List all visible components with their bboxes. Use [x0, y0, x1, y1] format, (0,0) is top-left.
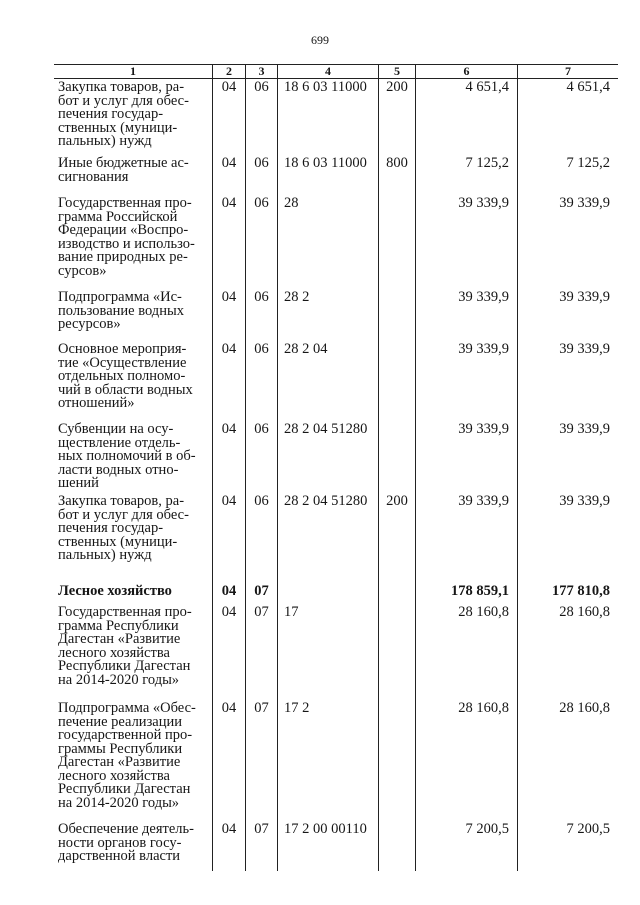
chapter-code: 04 — [213, 155, 246, 195]
expense-type-code: 800 — [379, 155, 416, 195]
row-name — [54, 341, 213, 421]
row-name-line: отдельных полномо- — [58, 368, 186, 384]
row-name-line: лесного хозяйства — [58, 767, 170, 784]
amount-year-2: 39 339,9 — [559, 421, 610, 437]
chapter-code: 04 — [213, 341, 246, 421]
chapter-code: 04 — [213, 421, 246, 493]
chapter-code: 04 — [213, 604, 246, 700]
row-name-line: бот и услуг для обес- — [58, 92, 189, 109]
row-name — [54, 289, 213, 341]
row-name — [54, 421, 213, 493]
target-article-code: 28 2 04 51280 — [278, 493, 379, 579]
amount-year-2: 39 339,9 — [559, 289, 610, 305]
chapter-code: 04 — [213, 493, 246, 579]
subchapter-code: 07 — [246, 579, 278, 604]
table-row — [54, 341, 618, 421]
amount-year-2: 39 339,9 — [559, 195, 610, 211]
target-article-code: 28 — [278, 195, 379, 289]
amount-year-1: 4 651,4 — [416, 79, 518, 155]
expense-type-code: 200 — [379, 493, 416, 579]
expense-type-code — [379, 289, 416, 341]
table-row — [54, 821, 618, 871]
column-header: 3 — [246, 65, 278, 78]
row-name — [54, 79, 213, 155]
row-name — [54, 195, 213, 289]
chapter-code: 04 — [213, 195, 246, 289]
row-name-line: ресурсов» — [58, 316, 121, 332]
amount-year-2: 4 651,4 — [566, 79, 610, 95]
row-name-line: дарственной власти — [58, 848, 181, 864]
expense-type-code — [379, 421, 416, 493]
row-name-line: Дагестан «Развитие — [58, 631, 181, 647]
target-article-code: 17 — [278, 604, 379, 700]
table-row — [54, 604, 618, 700]
row-name-line: Республики Дагестан — [58, 781, 191, 797]
target-article-code: 28 2 04 — [278, 341, 379, 421]
expense-type-code: 200 — [379, 79, 416, 155]
table-body — [54, 79, 618, 871]
row-name-line: Иные бюджетные ас- — [58, 155, 189, 171]
row-name-line: Дагестан «Развитие — [58, 754, 181, 770]
expense-type-code — [379, 821, 416, 871]
row-name-line: ласти водных отно- — [58, 461, 179, 478]
row-name-line: ности органов госу- — [58, 834, 182, 851]
row-name-line: вание природных ре- — [58, 249, 188, 265]
column-header: 6 — [416, 65, 518, 78]
target-article-code: 17 2 — [278, 700, 379, 821]
row-name-line: Основное мероприя- — [58, 341, 187, 357]
column-header: 1 — [54, 65, 213, 78]
column-header: 7 — [565, 64, 571, 78]
subchapter-code: 06 — [246, 289, 278, 341]
amount-year-1: 39 339,9 — [416, 289, 518, 341]
subchapter-code: 06 — [246, 79, 278, 155]
row-name-line: ственных (муници- — [58, 119, 178, 136]
row-name-line: Республики Дагестан — [58, 658, 191, 674]
amount-year-1: 28 160,8 — [416, 604, 518, 700]
amount-year-2: 7 125,2 — [566, 155, 610, 171]
row-name-line: Закупка товаров, ра- — [58, 79, 185, 95]
row-name-line: печения государ- — [58, 106, 164, 122]
table-row — [54, 421, 618, 493]
target-article-code: 28 2 — [278, 289, 379, 341]
row-name-line: ственных (муници- — [58, 533, 178, 550]
row-name-line: сурсов» — [58, 262, 107, 279]
expense-type-code — [379, 195, 416, 289]
table-row — [54, 155, 618, 195]
chapter-code: 04 — [213, 289, 246, 341]
amount-year-2: 177 810,8 — [552, 583, 610, 599]
row-name-line: пальных) нужд — [58, 133, 152, 149]
table-row — [54, 700, 618, 821]
column-header: 2 — [213, 65, 246, 78]
subchapter-code: 06 — [246, 493, 278, 579]
amount-year-1: 39 339,9 — [416, 421, 518, 493]
row-name-line: грамма Российской — [58, 208, 178, 225]
target-article-code: 28 2 04 51280 — [278, 421, 379, 493]
row-name-line: чий в области водных — [58, 381, 193, 398]
row-name-line: печения государ- — [58, 520, 164, 536]
row-name-line: пользование водных — [58, 302, 184, 319]
expense-type-code — [379, 700, 416, 821]
budget-table — [54, 64, 618, 871]
row-name-line: грамма Республики — [58, 617, 179, 634]
row-name-line: тие «Осуществление — [58, 354, 187, 371]
row-name-line: ществление отдель- — [58, 434, 181, 451]
row-name-line: Государственная про- — [58, 604, 192, 620]
row-name-line: на 2014-2020 годы» — [58, 794, 180, 811]
table-row — [54, 79, 618, 155]
chapter-code: 04 — [213, 79, 246, 155]
expense-type-code — [379, 341, 416, 421]
table-header — [54, 64, 618, 79]
target-article-code — [278, 579, 379, 604]
subchapter-code: 06 — [246, 155, 278, 195]
table-row — [54, 289, 618, 341]
expense-type-code — [379, 604, 416, 700]
page-number: 699 — [311, 33, 329, 47]
target-article-code: 18 6 03 11000 — [278, 155, 379, 195]
table-row — [54, 493, 618, 579]
row-name-line: Государственная про- — [58, 195, 192, 211]
amount-year-1: 28 160,8 — [416, 700, 518, 821]
amount-year-1: 39 339,9 — [416, 195, 518, 289]
row-name-line: граммы Республики — [58, 740, 183, 757]
chapter-code: 04 — [213, 700, 246, 821]
row-name — [54, 155, 213, 195]
amount-year-2: 28 160,8 — [559, 604, 610, 620]
amount-year-2: 28 160,8 — [559, 700, 610, 716]
subchapter-code: 06 — [246, 195, 278, 289]
expense-type-code — [379, 579, 416, 604]
table-row — [54, 579, 618, 604]
row-name-line: Подпрограмма «Обес- — [58, 700, 196, 716]
target-article-code: 17 2 00 00110 — [278, 821, 379, 871]
amount-year-1: 7 200,5 — [416, 821, 518, 871]
row-name-line: Подпрограмма «Ис- — [58, 289, 182, 305]
subchapter-code: 07 — [246, 700, 278, 821]
row-name-line: Федерации «Воспро- — [58, 222, 189, 238]
row-name-line: Лесное хозяйство — [58, 583, 172, 599]
row-name — [54, 700, 213, 821]
row-name-line: печение реализации — [58, 713, 183, 730]
subchapter-code: 06 — [246, 341, 278, 421]
row-name-line: Закупка товаров, ра- — [58, 493, 185, 509]
row-name-line: Субвенции на осу- — [58, 421, 174, 437]
row-name-line: на 2014-2020 годы» — [58, 671, 180, 688]
amount-year-1: 39 339,9 — [416, 341, 518, 421]
amount-year-1: 7 125,2 — [416, 155, 518, 195]
row-name — [54, 493, 213, 579]
row-name-line: пальных) нужд — [58, 547, 152, 563]
subchapter-code: 06 — [246, 421, 278, 493]
row-name — [54, 604, 213, 700]
amount-year-1: 178 859,1 — [416, 579, 518, 604]
row-name-line: лесного хозяйства — [58, 644, 170, 661]
row-name-line: сигнования — [58, 168, 129, 185]
target-article-code: 18 6 03 11000 — [278, 79, 379, 155]
subchapter-code: 07 — [246, 821, 278, 871]
amount-year-2: 39 339,9 — [559, 493, 610, 509]
row-name-line: Обеспечение деятель- — [58, 821, 194, 837]
row-name-line: отношений» — [58, 395, 135, 411]
row-name-line: шений — [58, 475, 99, 491]
row-name — [54, 579, 213, 604]
amount-year-2: 39 339,9 — [559, 341, 610, 357]
row-name-line: изводство и использо- — [58, 235, 195, 252]
chapter-code: 04 — [213, 821, 246, 871]
chapter-code: 04 — [213, 579, 246, 604]
row-name — [54, 821, 213, 871]
table-row — [54, 195, 618, 289]
row-name-line: ных полномочий в об- — [58, 448, 196, 464]
subchapter-code: 07 — [246, 604, 278, 700]
column-header: 4 — [278, 65, 379, 78]
amount-year-1: 39 339,9 — [416, 493, 518, 579]
row-name-line: государственной про- — [58, 727, 193, 743]
column-header: 5 — [379, 65, 416, 78]
row-name-line: бот и услуг для обес- — [58, 506, 189, 523]
amount-year-2: 7 200,5 — [566, 821, 610, 837]
